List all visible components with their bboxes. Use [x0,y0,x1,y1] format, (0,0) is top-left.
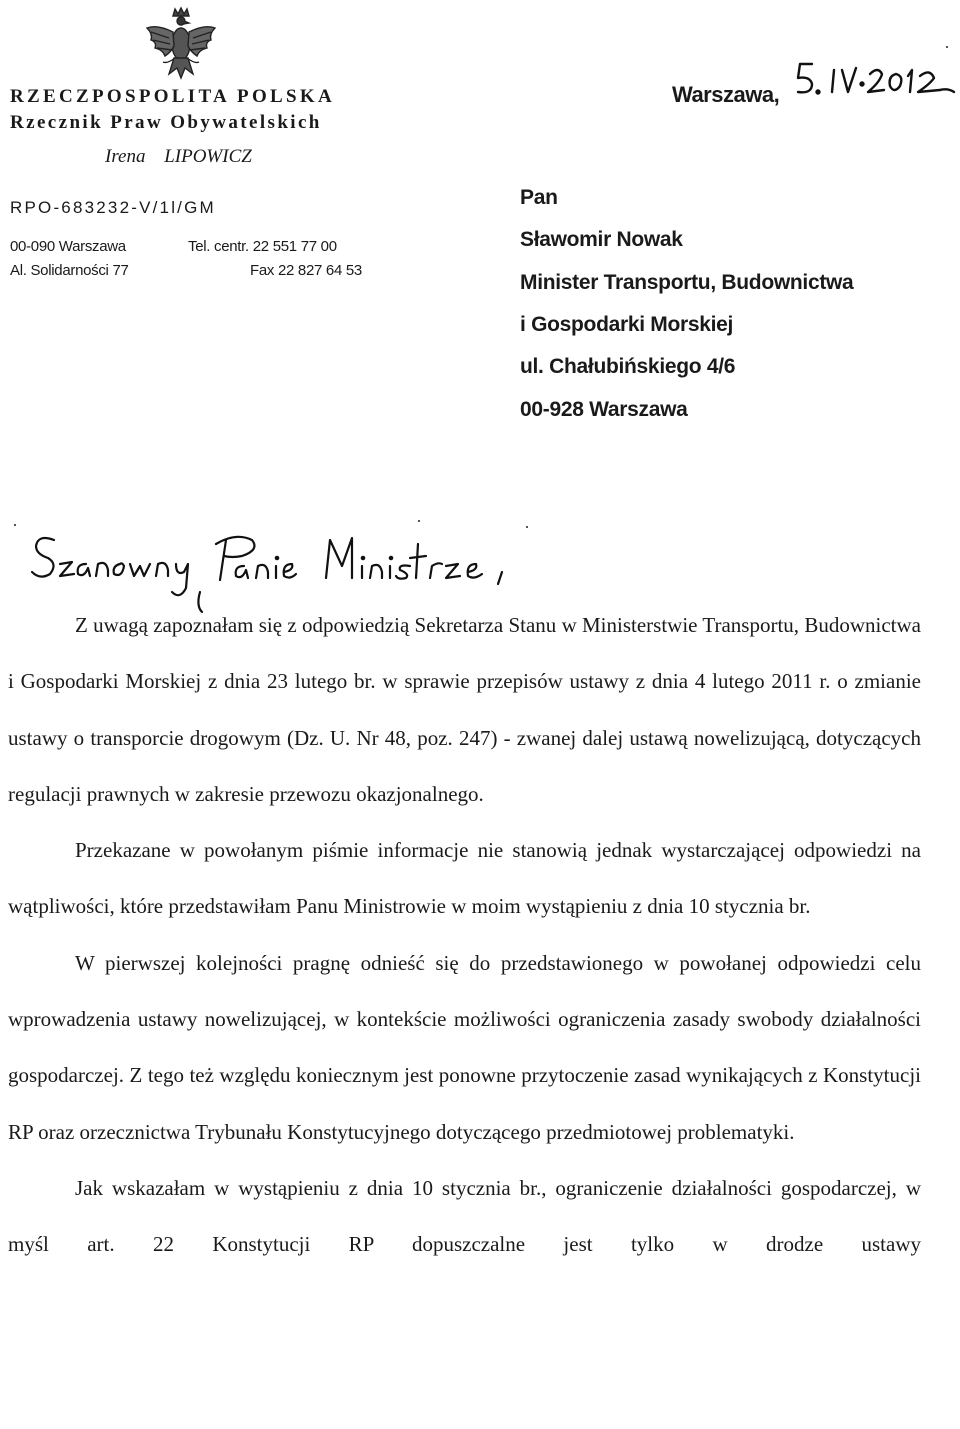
scan-speck [526,526,528,528]
recipient-name: Sławomir Nowak [520,228,683,251]
polish-eagle-emblem-icon [143,6,219,86]
body-paragraph-2: Przekazane w powołanym piśmie informacje nie stanowią jednak wystarczającej odpowiedzi na wątpliwości, które przedstawiłam Panu Ministrowie w moim wystąpieniu z dnia 10 stycznia br. [8,838,921,919]
date-city: Warszawa, [672,82,780,107]
recipient-position-line1: Minister Transportu, Budownictwa [520,271,854,294]
scan-speck [418,520,420,522]
body-paragraph-4: Jak wskazałam w wystąpieniu z dnia 10 stycznia br., ograniczenie działalności gospodarczej, w myśl art. 22 Konstytucji RP dopuszczalne jest tylko w drodze ustawy [8,1175,921,1257]
sender-address-line1: 00-090 Warszawa [10,238,126,255]
letter-body [8,597,921,1273]
body-paragraph-3: W pierwszej kolejności pragnę odnieść się do przedstawionego w powołanej odpowiedzi celu wprowadzenia ustawy nowelizującej, w kontekście możliwości ograniczenia zasady swobody działalności gospodarczej. Z tego też względu koniecznym jest ponowne przytoczenie zasad wynikających z Konstytucji RP oraz orzecznictwa Trybunału Konstytucyjnego dotyczącego przedmiotowej problematyki. [8,950,921,1144]
recipient-postal-city: 00-928 Warszawa [520,398,688,421]
recipient-position-line2: i Gospodarki Morskiej [520,313,734,336]
institution-office: Rzecznik Praw Obywatelskich [10,112,322,133]
scan-speck [14,524,16,526]
sender-address-line2: Al. Solidarności 77 [10,262,129,279]
institution-name: RZECZPOSPOLITA POLSKA [10,86,335,107]
reference-number: RPO-683232-V/1l/GM [10,198,216,217]
sender-phone: Tel. centr. 22 551 77 00 [188,238,337,255]
recipient-title: Pan [520,186,558,209]
body-paragraph-1: Z uwagą zapoznałam się z odpowiedzią Sekretarza Stanu w Ministerstwie Transportu, Budownictwa i Gospodarki Morskiej z dnia 23 lutego br. w sprawie przepisów ustawy z dnia 4 lutego 2011 r. o zmianie ustawy o transporcie drogowym (Dz. U. Nr 48, poz. 247) - zwanej dalej ustawą nowelizującą, dotyczących regulacji prawnych w zakresie przewozu okazjonalnego. [8,613,921,806]
scan-speck [946,46,948,48]
signer-name: Irena LIPOWICZ [105,146,252,167]
recipient-street: ul. Chałubińskiego 4/6 [520,355,736,378]
handwritten-date [790,52,960,112]
sender-fax: Fax 22 827 64 53 [250,262,362,279]
